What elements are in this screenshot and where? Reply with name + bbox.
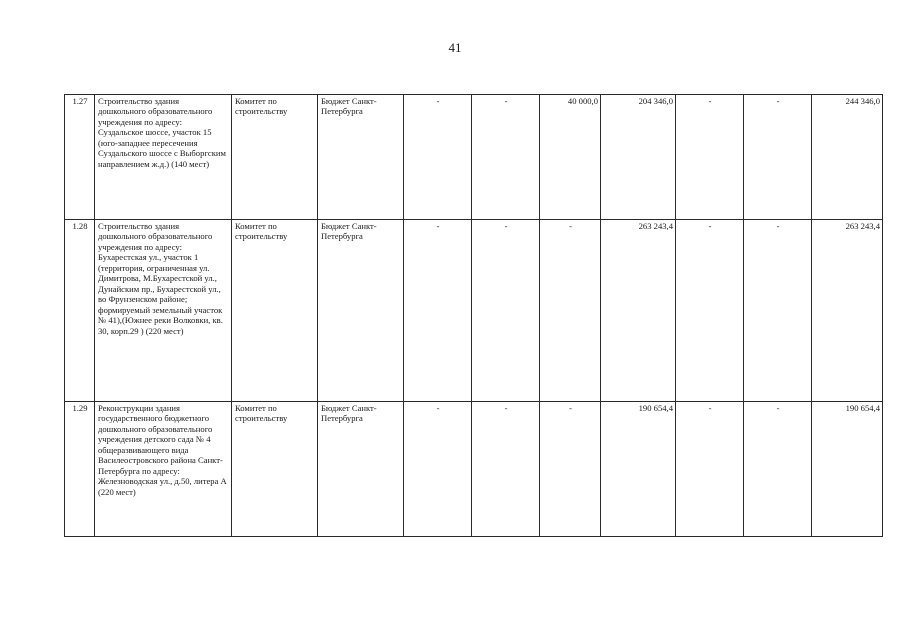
customer: Комитет по строительству — [232, 402, 318, 537]
total-cell: 190 654,4 — [812, 402, 883, 537]
value-cell: - — [404, 95, 472, 220]
object-name: Строительство здания дошкольного образовательного учреждения по адресу: Суздальское шоссе, участок 15 (юго-западнее пересечения Суздальского шоссе с Выборгским направлением ж.д.) (140 мест) — [95, 95, 232, 220]
value-cell: - — [676, 402, 744, 537]
funding-source: Бюджет Санкт-Петербурга — [318, 220, 404, 402]
value-cell: 40 000,0 — [540, 95, 601, 220]
value-cell: - — [404, 402, 472, 537]
value-cell: 190 654,4 — [601, 402, 676, 537]
customer: Комитет по строительству — [232, 220, 318, 402]
table-row — [65, 95, 883, 220]
value-cell: - — [404, 220, 472, 402]
value-cell: - — [676, 220, 744, 402]
row-number: 1.29 — [65, 402, 95, 537]
row-number: 1.27 — [65, 95, 95, 220]
object-name: Реконструкции здания государственного бюджетного дошкольного образовательного учреждения детского сада № 4 общеразвивающего вида Василеостровского района Санкт-Петербурга по адресу: Железноводская ул., д.50, литера А (220 мест) — [95, 402, 232, 537]
value-cell: - — [472, 402, 540, 537]
total-cell: 263 243,4 — [812, 220, 883, 402]
value-cell: - — [472, 95, 540, 220]
value-cell: - — [540, 402, 601, 537]
value-cell: - — [676, 95, 744, 220]
table-row — [65, 220, 883, 402]
value-cell: - — [744, 95, 812, 220]
table-row — [65, 402, 883, 537]
value-cell: 263 243,4 — [601, 220, 676, 402]
value-cell: - — [540, 220, 601, 402]
object-name: Строительство здания дошкольного образовательного учреждения по адресу: Бухарестская ул., участок 1 (территория, ограниченная ул. Димитрова, М.Бухарестской ул., Дунайским пр., Бухарестской ул., во Фрунзенском районе; формируемый земельный участок № 41),(Южнее реки Волковки, кв. 30, корп.29 ) (220 мест) — [95, 220, 232, 402]
row-number: 1.28 — [65, 220, 95, 402]
funding-source: Бюджет Санкт-Петербурга — [318, 95, 404, 220]
customer: Комитет по строительству — [232, 95, 318, 220]
value-cell: - — [744, 402, 812, 537]
page-number: 41 — [448, 40, 462, 55]
funding-source: Бюджет Санкт-Петербурга — [318, 402, 404, 537]
value-cell: 204 346,0 — [601, 95, 676, 220]
program-table — [64, 94, 883, 537]
value-cell: - — [744, 220, 812, 402]
value-cell: - — [472, 220, 540, 402]
total-cell: 244 346,0 — [812, 95, 883, 220]
